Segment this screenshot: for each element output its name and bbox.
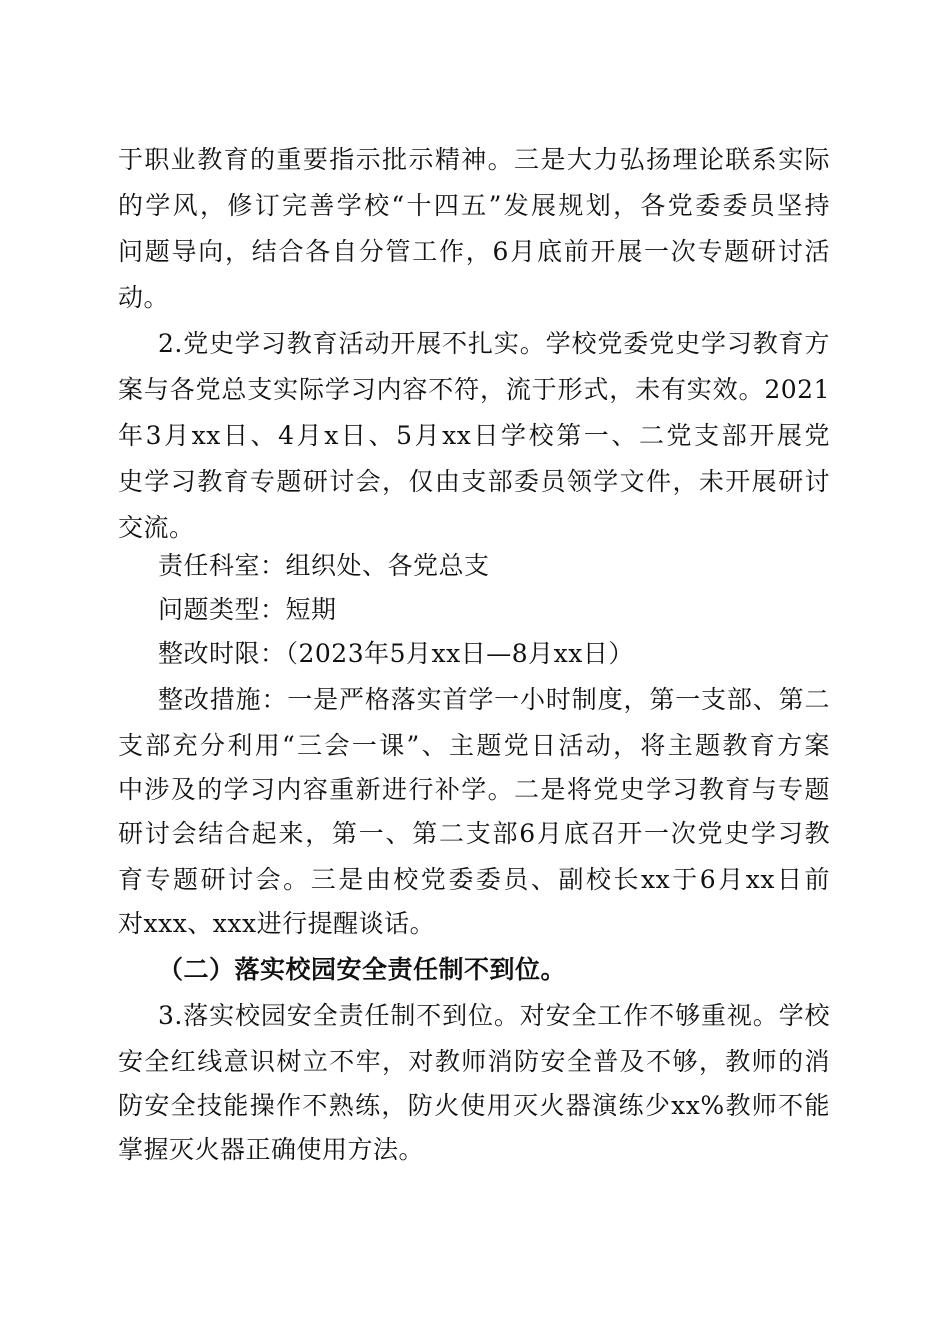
paragraph-line: 案与各党总支实际学习内容不符，流于形式，未有实效。2021	[118, 375, 830, 404]
responsible-department: 责任科室：组织处、各党总支	[158, 551, 490, 580]
paragraph-line: 整改措施：一是严格落实首学一小时制度，第一支部、第二	[158, 685, 830, 714]
issue-type: 问题类型：短期	[158, 595, 337, 624]
paragraph-line: 安全红线意识树立不牢，对教师消防安全普及不够，教师的消	[118, 1047, 830, 1076]
paragraph-line: 史学习教育专题研讨会，仅由支部委员领学文件，未开展研讨	[118, 467, 830, 496]
paragraph-line: 研讨会结合起来，第一、第二支部6月底召开一次党史学习教	[118, 819, 830, 848]
paragraph-line: 问题导向，结合各自分管工作，6月底前开展一次专题研讨活	[118, 237, 830, 266]
rectification-deadline: 整改时限：（2023年5月xx日—8月xx日）	[158, 639, 634, 668]
paragraph-line: 动。	[118, 283, 170, 312]
section-heading: （二）落实校园安全责任制不到位。	[158, 955, 567, 984]
paragraph-line: 中涉及的学习内容重新进行补学。二是将党史学习教育与专题	[118, 775, 830, 804]
paragraph-line: 2.党史学习教育活动开展不扎实。学校党委党史学习教育方	[158, 329, 830, 358]
paragraph-line: 3.落实校园安全责任制不到位。对安全工作不够重视。学校	[158, 1001, 830, 1030]
paragraph-line: 掌握灭火器正确使用方法。	[118, 1135, 425, 1164]
paragraph-line: 支部充分利用“三会一课”、主题党日活动，将主题教育方案	[118, 731, 830, 760]
paragraph-line: 交流。	[118, 513, 195, 542]
paragraph-line: 于职业教育的重要指示批示精神。三是大力弘扬理论联系实际	[118, 145, 830, 174]
paragraph-line: 育专题研讨会。三是由校党委委员、副校长xx于6月xx日前	[118, 865, 830, 894]
paragraph-line: 对xxx、xxx进行提醒谈话。	[118, 909, 436, 938]
paragraph-line: 年3月xx日、4月x日、5月xx日学校第一、二党支部开展党	[118, 421, 830, 450]
paragraph-line: 的学风，修订完善学校“十四五”发展规划，各党委委员坚持	[118, 191, 830, 220]
paragraph-line: 防安全技能操作不熟练，防火使用灭火器演练少xx%教师不能	[118, 1091, 830, 1120]
